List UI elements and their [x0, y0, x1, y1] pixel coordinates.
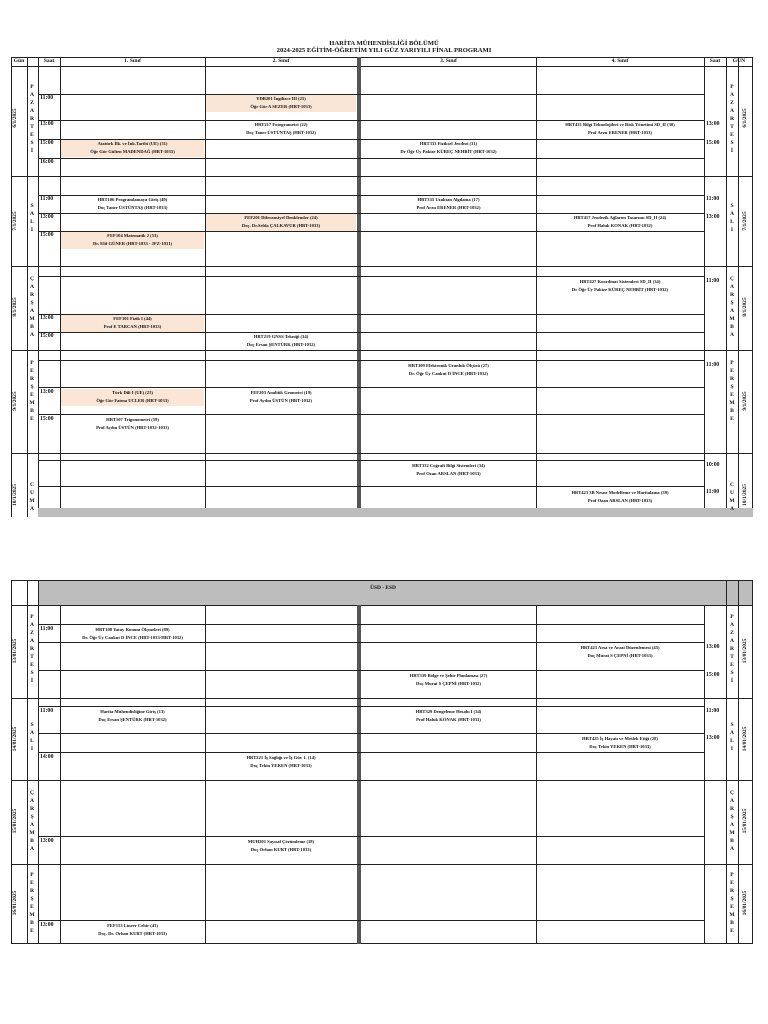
date-left: 7/1/2025: [12, 211, 18, 231]
date-left: 8/1/2025: [12, 297, 18, 317]
col-saat: Saat: [43, 58, 55, 64]
exam-cell: HRT421 Arsa ve Arazi Düzenlemesi (45) Doç Murat S ÇEPNİ (HRT-1033): [580, 645, 660, 658]
date-left: 6/1/2025: [12, 108, 18, 128]
exam-cell: Harita Mühendisliğine Giriş (13) Doç Ersan ŞENTÜRK (HRT-1032): [98, 709, 167, 722]
time-slot: 13:00: [40, 121, 54, 127]
exam-cell: FEF201 Diferansiyel Denklemler (24) Doç. Dr.Selda ÇALKAVUR (HRT-1033): [206, 214, 356, 231]
date-left: 14/01/2025: [12, 726, 18, 752]
date-right: 9/1/2025: [742, 391, 748, 411]
date-right: 10/1/2025: [742, 484, 748, 506]
department-title: HARİTA MÜHENDİSLİĞİ BÖLÜMÜ: [329, 40, 439, 47]
exam-cell: HRT217 Fotogrametri (22) Doç Taner ÜSTÜNTAŞ (HRT-1032): [246, 122, 316, 135]
exam-cell: FEF153 Lineer Cebir (43) Doç. Dr. Orhan KURT (HRT-1033): [98, 923, 167, 936]
date-left: 15/01/2025: [12, 808, 18, 834]
col-sinif-4: 4. Sınıf: [611, 58, 629, 64]
exam-cell: HRT107 Trigonometri (59) Prof Aydın ÜSTÜN (HRT-1032-1033): [96, 417, 169, 430]
exam-cell: MUH201 Sayısal Çözümleme (18) Doç Orhan KURT (HRT-1033): [247, 839, 315, 852]
exam-cell: HRT221 İş Sağlığı ve İş Güv 1. (14) Doç Tekin YEKEN (HRT-1033): [246, 755, 316, 768]
col-sinif-2: 2. Sınıf: [272, 58, 290, 64]
date-right: 6/1/2025: [742, 108, 748, 128]
time-slot: 13:00: [40, 389, 54, 395]
exam-cell: HRT417 Jeodezik Ağlarım Tasarımı SD_II (24) Prof Haluk KONAK (HRT-1032): [573, 215, 667, 228]
exam-cell: HRT309 Elektronik Uzunluk Ölçüsü (27) Dr. Öğr Üy Cankut D İNCE (HRT-1032): [408, 363, 489, 376]
exam-cell: Türk Dili I (UE) (23) Öğr Gör Fatma UCLER (HRT-1033): [61, 389, 204, 406]
exam-cell: HRT108 Yatay Konum Ölçmeleri (89) Dr. Öğr Üy Cankut D İNCE (HRT-1033-HRT-1032): [82, 627, 183, 640]
time-slot: 13:00: [706, 121, 720, 127]
exam-cell: FEF203 Analitik Geometri (19) Prof Aydın ÜSTÜN (HRT-1032): [249, 390, 313, 403]
time-slot: 13:00: [40, 922, 54, 928]
time-slot: 15:00: [706, 140, 720, 146]
date-left: 9/1/2025: [12, 391, 18, 411]
section-1-footer: [38, 508, 753, 517]
col-gun: Gün: [13, 58, 25, 64]
date-right: 14/01/2025: [742, 726, 748, 752]
exam-cell: HRT339 Bölge ve Şehir Planlaması (27) Doç Murat S ÇEPNİ (HRT-1032): [409, 673, 488, 686]
time-slot: 10:00: [706, 462, 720, 468]
col-sinif-1: 1. Sınıf: [124, 58, 141, 64]
exam-cell: HRT423 3B Nesne Modelleme ve Haritalama (39) Prof Ozan ARSLAN (HRT-1033): [571, 490, 669, 503]
exam-cell: HRT425 İş Hayatı ve Meslek Etiği (28) Doç Tekin YEKEN (HRT-1033): [582, 736, 658, 749]
exam-cell: HRT329 Dengeleme Hesabı I (34) Prof Haluk KONAK (HRT-1033): [415, 709, 482, 722]
time-slot: 13:00: [706, 735, 720, 741]
time-slot: 15:00: [706, 672, 720, 678]
time-slot: 13:00: [40, 315, 54, 321]
exam-cell: HRT333 Fiziksel Jeodezi (31) Dr Öğr Üy Pakize KÜREÇ NEHBİT (HRT-1032): [400, 141, 497, 154]
section-2-header: [38, 580, 753, 605]
exam-cell: HRT332 Coğrafi Bilgi Sistemleri (34) Prof Ozan ARSLAN (HRT-1033): [412, 463, 485, 476]
time-slot: 11:00: [40, 708, 54, 714]
time-slot: 13:00: [706, 214, 720, 220]
col-gun-right: GÜN: [732, 58, 746, 64]
exam-cell: HRT427 Koordinat Sistemleri SD_II (34) Dr Öğr Üy Pakize KÜREÇ NEHBİT (HRT-1032): [571, 279, 669, 292]
date-right: 16/01/2025: [742, 890, 748, 916]
date-right: 8/1/2025: [742, 297, 748, 317]
time-slot: 11:00: [40, 196, 54, 202]
date-left: 10/1/2025: [12, 484, 18, 506]
exam-cell: YDB201 İngilizce III (25) Öğr Gör A SEZER (HRT-1033): [206, 95, 356, 112]
time-slot: 11:00: [706, 278, 720, 284]
exam-cell: HRT431 Bilgi Teknolojileri ve Risk Yönetimi SD_II (30) Prof Arzu ERENER (HRT-1033): [565, 122, 675, 135]
col-sinif-3: 3. Sınıf: [440, 58, 457, 64]
date-right: 13/01/2025: [742, 638, 748, 664]
time-slot: 15:00: [40, 333, 54, 339]
time-slot: 11:00: [40, 626, 54, 632]
time-slot: 11:00: [706, 362, 720, 368]
section-2-title: ÜSD - ESD: [370, 585, 396, 591]
time-slot: 13:00: [40, 838, 54, 844]
date-left: 13/01/2025: [12, 638, 18, 664]
program-title: 2024-2025 EĞİTİM-ÖĞRETİM YILI GÜZ YARIYILI FİNAL PROGRAMI: [276, 47, 492, 54]
time-slot: 11:00: [706, 708, 720, 714]
time-slot: 13:00: [40, 214, 54, 220]
time-slot: 15:00: [40, 140, 54, 146]
time-slot: 14:00: [40, 754, 54, 760]
exam-cell: HRT106 Programlamaya Giriş (49) Doç Taner ÜSTÜNTAŞ (HRT-1033): [97, 197, 168, 210]
date-left: 16/01/2025: [12, 890, 18, 916]
time-slot: 13:00: [706, 644, 720, 650]
date-right: 15/01/2025: [742, 808, 748, 834]
time-slot: 11:00: [706, 489, 720, 495]
col-saat-right: Saat: [709, 58, 721, 64]
date-right: 7/1/2025: [742, 211, 748, 231]
time-slot: 15:00: [40, 416, 54, 422]
exam-cell: FEF104 Matematik 2 (53) Dr. Elif GÜNER (HRT-1033 - JFZ-1031): [61, 232, 204, 249]
time-slot: 15:00: [40, 232, 54, 238]
time-slot: 11:00: [40, 95, 54, 101]
exam-cell: HRT335 Uzaktan Algılama (17) Prof Arzu ERENER (HRT-1032): [416, 197, 481, 210]
time-slot: 11:00: [706, 196, 720, 202]
exam-cell: Atatürk İlk. ve İnk.Tarihi (UE) (31) Öğr Gör Gülten MADENDAĞ (HRT-1033): [61, 140, 204, 157]
exam-cell: FEF101 Fizik I (44) Prof E TARCAN (HRT-1033): [61, 315, 204, 332]
exam-cell: HRT219 GNSS Tekniği (34) Doç Ersan ŞENTÜRK (HRT-1032): [246, 334, 316, 347]
time-slot: 16:00: [40, 159, 54, 165]
